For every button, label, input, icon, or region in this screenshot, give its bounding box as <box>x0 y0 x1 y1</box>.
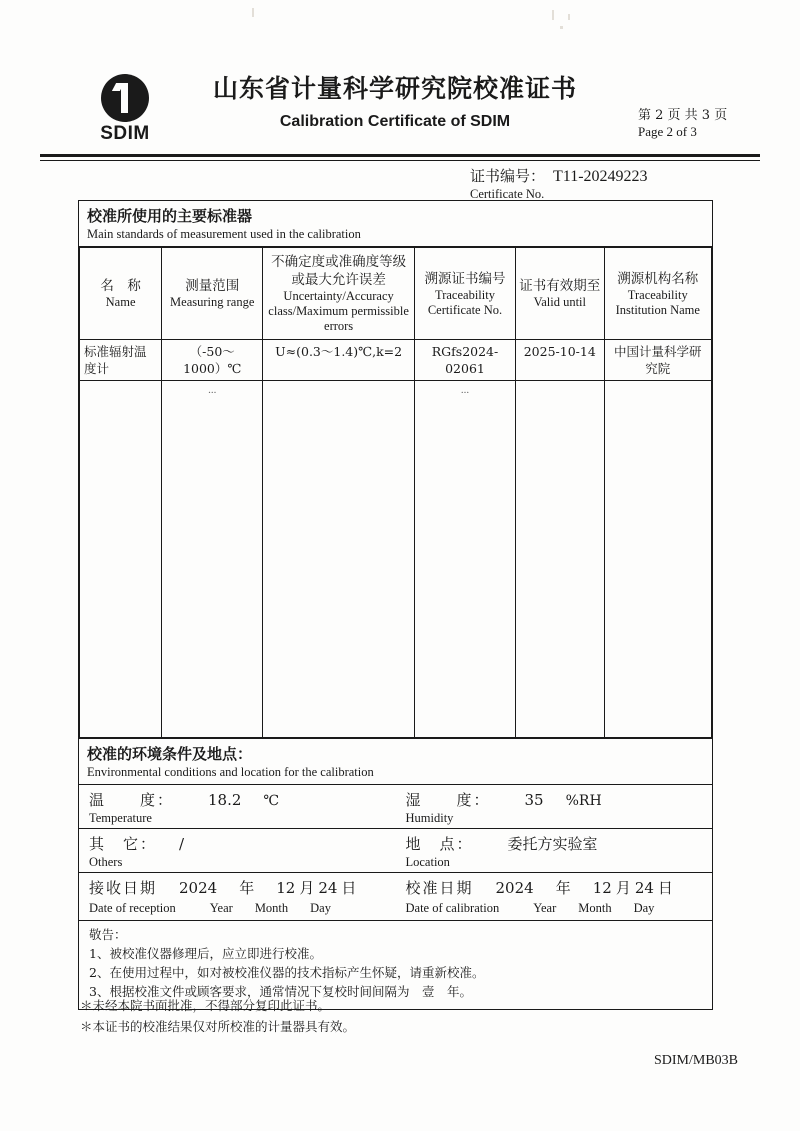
certificate-number-label-cn: 证书编号： <box>470 167 546 185</box>
column-header-uncertainty-en: Uncertainty/Accuracy class/Maximum permissible errors <box>268 289 409 333</box>
reception-month-en: Month <box>254 901 289 915</box>
calibration-year-en: Year <box>533 901 557 915</box>
reception-year-cn: 年 <box>239 879 255 897</box>
header-rule-thick <box>40 154 760 157</box>
scan-speckle <box>552 10 554 20</box>
cell-empty-institution <box>604 381 711 738</box>
header-rule-thin <box>40 160 760 161</box>
others-field <box>79 829 396 872</box>
column-header-range-cn: 测量范围 <box>185 278 240 294</box>
page-number-cn: 第 2 页 共 3 页 <box>638 108 728 123</box>
calibration-year-cn: 年 <box>555 879 571 897</box>
humidity-label-cn: 湿 度： <box>405 791 491 809</box>
reception-label-en: Date of reception <box>89 901 176 915</box>
column-header-range-en: Measuring range <box>170 295 255 309</box>
others-label-cn: 其 它： <box>89 835 158 853</box>
cell-empty-range: ... <box>162 381 263 738</box>
humidity-field <box>396 785 713 828</box>
title-block <box>160 72 630 134</box>
others-label-en: Others <box>89 855 123 869</box>
cell-empty-uncertainty <box>263 381 415 738</box>
sdim-logo <box>88 74 162 146</box>
temperature-field <box>79 785 396 828</box>
page-title-cn: 山东省计量科学研究院校准证书 <box>212 74 577 103</box>
date-of-calibration-field <box>396 873 713 920</box>
logo-mark-icon <box>101 74 149 122</box>
reception-day-value: 24 <box>318 879 338 897</box>
dates-row <box>79 873 712 921</box>
humidity-unit: %RH <box>565 793 602 809</box>
scan-speckle <box>252 8 254 17</box>
environment-title-cn: 校准的环境条件及地点： <box>87 745 253 763</box>
column-header-valid-until-cn: 证书有效期至 <box>519 278 601 294</box>
reception-month-value: 12 <box>276 879 296 897</box>
temperature-label-cn: 温 度： <box>89 791 175 809</box>
column-header-trace-no-en: Traceability Certificate No. <box>427 287 503 317</box>
standards-table-header-row <box>80 248 712 340</box>
calibration-month-en: Month <box>578 901 612 915</box>
page-number-en: Page 2 of 3 <box>638 124 697 139</box>
calibration-month-value: 12 <box>592 879 612 897</box>
calibration-day-value: 24 <box>634 879 654 897</box>
logo-text: SDIM <box>100 123 150 144</box>
reception-year-en: Year <box>209 901 233 915</box>
environment-title-en: Environmental conditions and location for the calibration <box>87 765 374 779</box>
others-value: / <box>179 835 185 853</box>
environment-row-others-location <box>79 829 712 873</box>
location-value: 委托方实验室 <box>507 835 598 853</box>
cell-standard-uncertainty: U≈(0.3～1.4)℃,k=2 <box>263 340 415 381</box>
column-header-trace-no <box>414 248 515 340</box>
certificate-table <box>78 200 713 1010</box>
temperature-value: 18.2 <box>208 791 242 809</box>
column-header-institution-en: Traceability Institution Name <box>615 287 700 317</box>
humidity-label-en: Humidity <box>405 811 454 825</box>
cell-standard-name: 标准辐射温度计 <box>80 340 162 381</box>
column-header-valid-until <box>516 248 604 340</box>
calibration-year-value: 2024 <box>495 879 534 897</box>
environment-section-header <box>79 738 712 785</box>
reception-label-cn: 接收日期 <box>89 879 158 897</box>
document-header <box>40 72 760 152</box>
column-header-institution <box>604 248 711 340</box>
reception-year-value: 2024 <box>179 879 218 897</box>
table-row <box>80 340 712 381</box>
column-header-name-en: Name <box>105 295 136 309</box>
standards-title-cn: 校准所使用的主要标准器 <box>87 207 253 225</box>
column-header-uncertainty <box>263 248 415 340</box>
location-label-cn: 地 点： <box>405 835 474 853</box>
form-code: SDIM/MB03B <box>653 1053 738 1068</box>
temperature-label-en: Temperature <box>89 811 152 825</box>
date-of-reception-field <box>79 873 396 920</box>
certificate-number <box>470 168 760 203</box>
calibration-label-en: Date of calibration <box>405 901 500 915</box>
notice-item-3: 3、根据校准文件或顾客要求，通常情况下复校时间间隔为 壹 年。 <box>89 984 472 999</box>
page-title-en: Calibration Certificate of SDIM <box>279 113 511 130</box>
table-empty-rows <box>80 381 712 738</box>
calibration-label-cn: 校准日期 <box>405 879 474 897</box>
scan-speckle <box>560 26 563 29</box>
footnote-1: ＊未经本院书面批准，不得部分复印此证书。 <box>80 998 331 1013</box>
column-header-valid-until-en: Valid until <box>533 295 586 309</box>
standards-table <box>79 247 712 738</box>
notice-item-1: 1、被校准仪器修理后，应立即进行校准。 <box>89 946 322 961</box>
scan-speckle <box>568 14 570 20</box>
humidity-value: 35 <box>524 791 544 809</box>
page-number <box>638 108 758 140</box>
standards-title-en: Main standards of measurement used in the calibration <box>87 227 361 241</box>
reception-month-cn: 月 <box>299 879 315 897</box>
cell-empty-valid-until <box>516 381 604 738</box>
calibration-day-cn: 日 <box>657 879 673 897</box>
column-header-trace-no-cn: 溯源证书编号 <box>424 270 506 287</box>
cell-standard-valid-until: 2025-10-14 <box>516 340 604 381</box>
column-header-uncertainty-cn: 不确定度或准确度等级或最大允许误差 <box>271 254 407 288</box>
standards-section-header <box>79 201 712 247</box>
calibration-day-en: Day <box>633 901 655 915</box>
column-header-name <box>80 248 162 340</box>
notice-heading: 敬告： <box>89 927 127 942</box>
location-label-en: Location <box>405 855 450 869</box>
reception-day-en: Day <box>310 901 331 915</box>
footnotes <box>80 995 680 1037</box>
notice-item-2: 2、在使用过程中，如对被校准仪器的技术指标产生怀疑，请重新校准。 <box>89 965 485 980</box>
cell-standard-range: （-50～1000）℃ <box>162 340 263 381</box>
cell-standard-trace-no: RGfs2024-02061 <box>414 340 515 381</box>
temperature-unit: ℃ <box>263 793 280 809</box>
environment-row-temp-humidity <box>79 785 712 829</box>
calibration-month-cn: 月 <box>615 879 631 897</box>
cell-empty-trace-no: ... <box>414 381 515 738</box>
cell-empty-name <box>80 381 162 738</box>
reception-day-cn: 日 <box>341 879 357 897</box>
cell-standard-institution: 中国计量科学研究院 <box>604 340 711 381</box>
footnote-2: ＊本证书的校准结果仅对所校准的计量器具有效。 <box>80 1019 356 1034</box>
column-header-name-cn: 名 称 <box>100 278 141 294</box>
certificate-number-label-en: Certificate No. <box>470 187 545 201</box>
column-header-institution-cn: 溯源机构名称 <box>617 270 699 287</box>
certificate-number-value: T11-20249223 <box>553 168 648 185</box>
location-field <box>396 829 713 872</box>
column-header-range <box>162 248 263 340</box>
